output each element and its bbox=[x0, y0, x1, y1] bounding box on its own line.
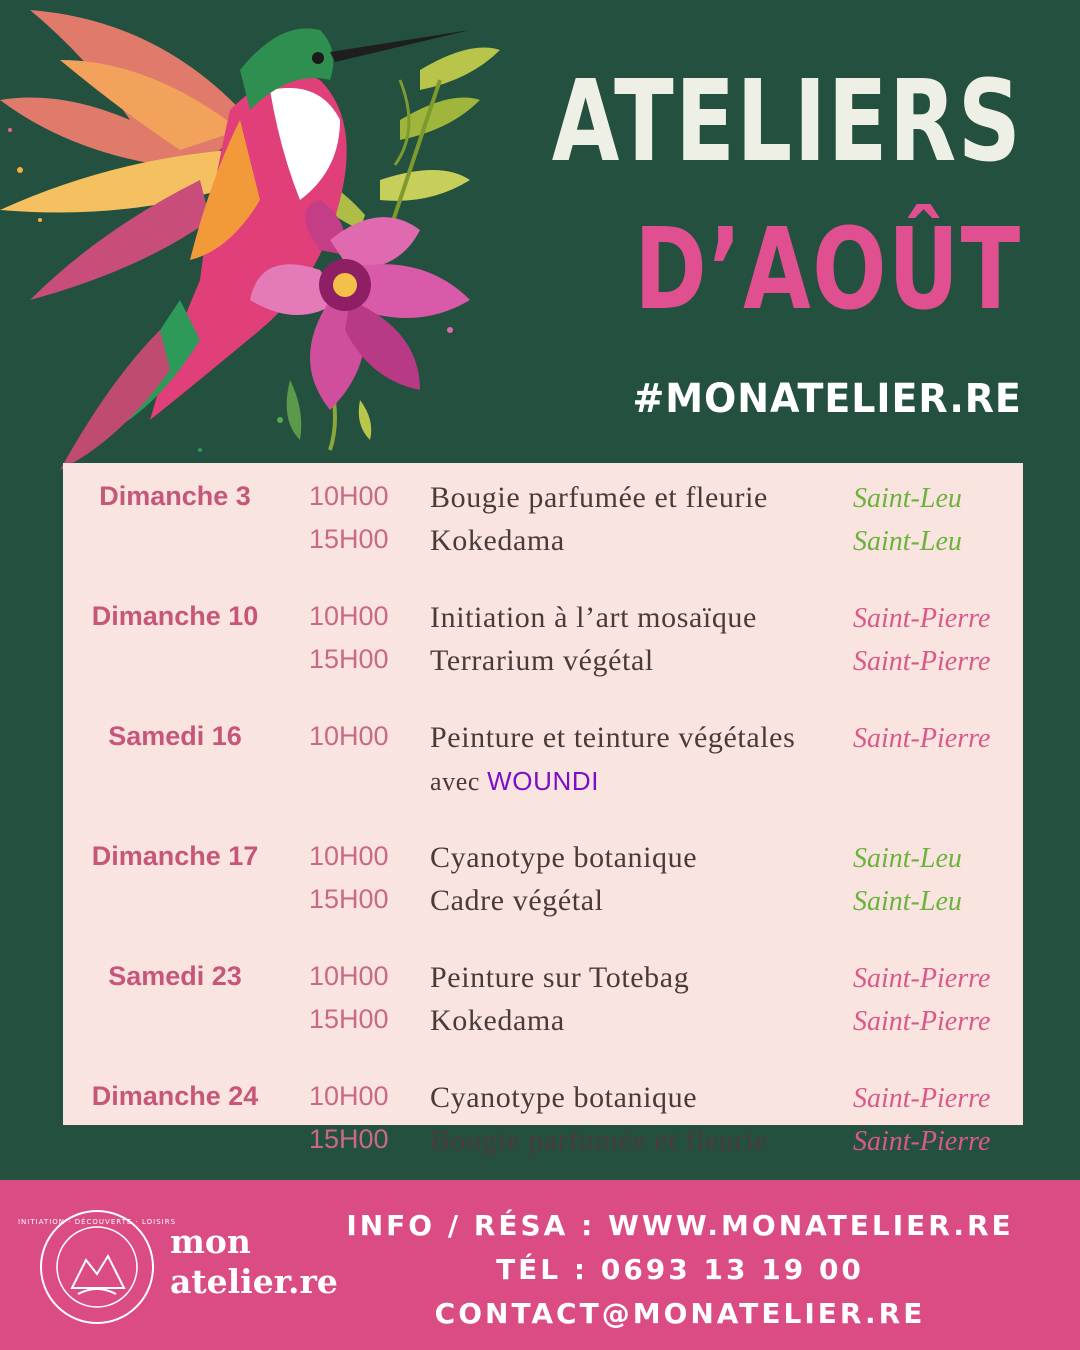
schedule-day: Samedi 16 bbox=[108, 721, 242, 751]
logo-badge bbox=[17, 1208, 177, 1326]
session-activity-line2 bbox=[430, 766, 599, 796]
session-location: Saint-Leu bbox=[853, 526, 962, 557]
session-location: Saint-Pierre bbox=[853, 963, 991, 994]
contact-info bbox=[330, 1204, 1030, 1336]
session-location: Saint-Pierre bbox=[853, 1126, 991, 1157]
session-location: Saint-Pierre bbox=[853, 603, 991, 634]
schedule-day: Dimanche 3 bbox=[99, 481, 251, 511]
logo-line2: atelier.re bbox=[170, 1262, 338, 1301]
activity-prefix: avec bbox=[430, 767, 488, 796]
session-time: 10H00 bbox=[309, 1081, 389, 1111]
session-activity: Cyanotype botanique bbox=[430, 1081, 698, 1114]
schedule-day: Dimanche 10 bbox=[91, 601, 259, 631]
hashtag: #MONATELIER.RE bbox=[632, 376, 1022, 422]
session-time: 15H00 bbox=[309, 644, 389, 674]
session-time: 15H00 bbox=[309, 884, 389, 914]
session-time: 15H00 bbox=[309, 1124, 389, 1154]
session-location: Saint-Pierre bbox=[853, 723, 991, 754]
wave-icon bbox=[78, 1289, 116, 1294]
logo-badge-text: INITIATION · DÉCOUVERTE · LOISIRS bbox=[17, 1218, 177, 1226]
session-activity: Peinture et teinture végétales bbox=[430, 721, 796, 754]
session-activity: Kokedama bbox=[430, 1004, 565, 1037]
session-activity: Kokedama bbox=[430, 524, 565, 557]
session-activity: Peinture sur Totebag bbox=[430, 961, 690, 994]
logo-wordmark bbox=[170, 1222, 338, 1302]
footer bbox=[0, 1180, 1080, 1350]
session-location: Saint-Leu bbox=[853, 843, 962, 874]
title-month: D’AOÛT bbox=[634, 205, 1022, 335]
schedule-panel bbox=[63, 463, 1023, 1157]
session-time: 10H00 bbox=[309, 841, 389, 871]
session-location: Saint-Pierre bbox=[853, 646, 991, 677]
hummingbird-illustration bbox=[0, 0, 540, 480]
phone-line[interactable]: TÉL : 0693 13 19 00 bbox=[496, 1253, 864, 1286]
session-time: 10H00 bbox=[309, 601, 389, 631]
session-location: Saint-Leu bbox=[853, 886, 962, 917]
logo-line1: mon bbox=[170, 1222, 251, 1261]
mountain-icon bbox=[72, 1256, 124, 1288]
session-location: Saint-Pierre bbox=[853, 1006, 991, 1037]
info-line[interactable]: INFO / RÉSA : WWW.MONATELIER.RE bbox=[346, 1209, 1014, 1242]
title-ateliers: ATELIERS bbox=[551, 57, 1022, 187]
session-activity: Initiation à l’art mosaïque bbox=[430, 601, 757, 634]
session-activity: Bougie parfumée et fleurie bbox=[430, 1124, 768, 1157]
schedule-day: Dimanche 17 bbox=[91, 841, 259, 871]
schedule-day: Samedi 23 bbox=[108, 961, 242, 991]
session-time: 15H00 bbox=[309, 1004, 389, 1034]
schedule-table bbox=[63, 463, 1023, 1157]
session-activity: Terrarium végétal bbox=[430, 644, 654, 677]
session-time: 10H00 bbox=[309, 961, 389, 991]
partner-name: WOUNDI bbox=[487, 766, 600, 796]
session-time: 15H00 bbox=[309, 524, 389, 554]
session-time: 10H00 bbox=[309, 481, 389, 511]
session-time: 10H00 bbox=[309, 721, 389, 751]
session-location: Saint-Leu bbox=[853, 483, 962, 514]
schedule-day: Dimanche 24 bbox=[91, 1081, 259, 1111]
session-location: Saint-Pierre bbox=[853, 1083, 991, 1114]
session-activity: Cadre végétal bbox=[430, 884, 604, 917]
email-line[interactable]: CONTACT@MONATELIER.RE bbox=[434, 1297, 926, 1330]
session-activity: Cyanotype botanique bbox=[430, 841, 698, 874]
session-activity: Bougie parfumée et fleurie bbox=[430, 481, 768, 514]
